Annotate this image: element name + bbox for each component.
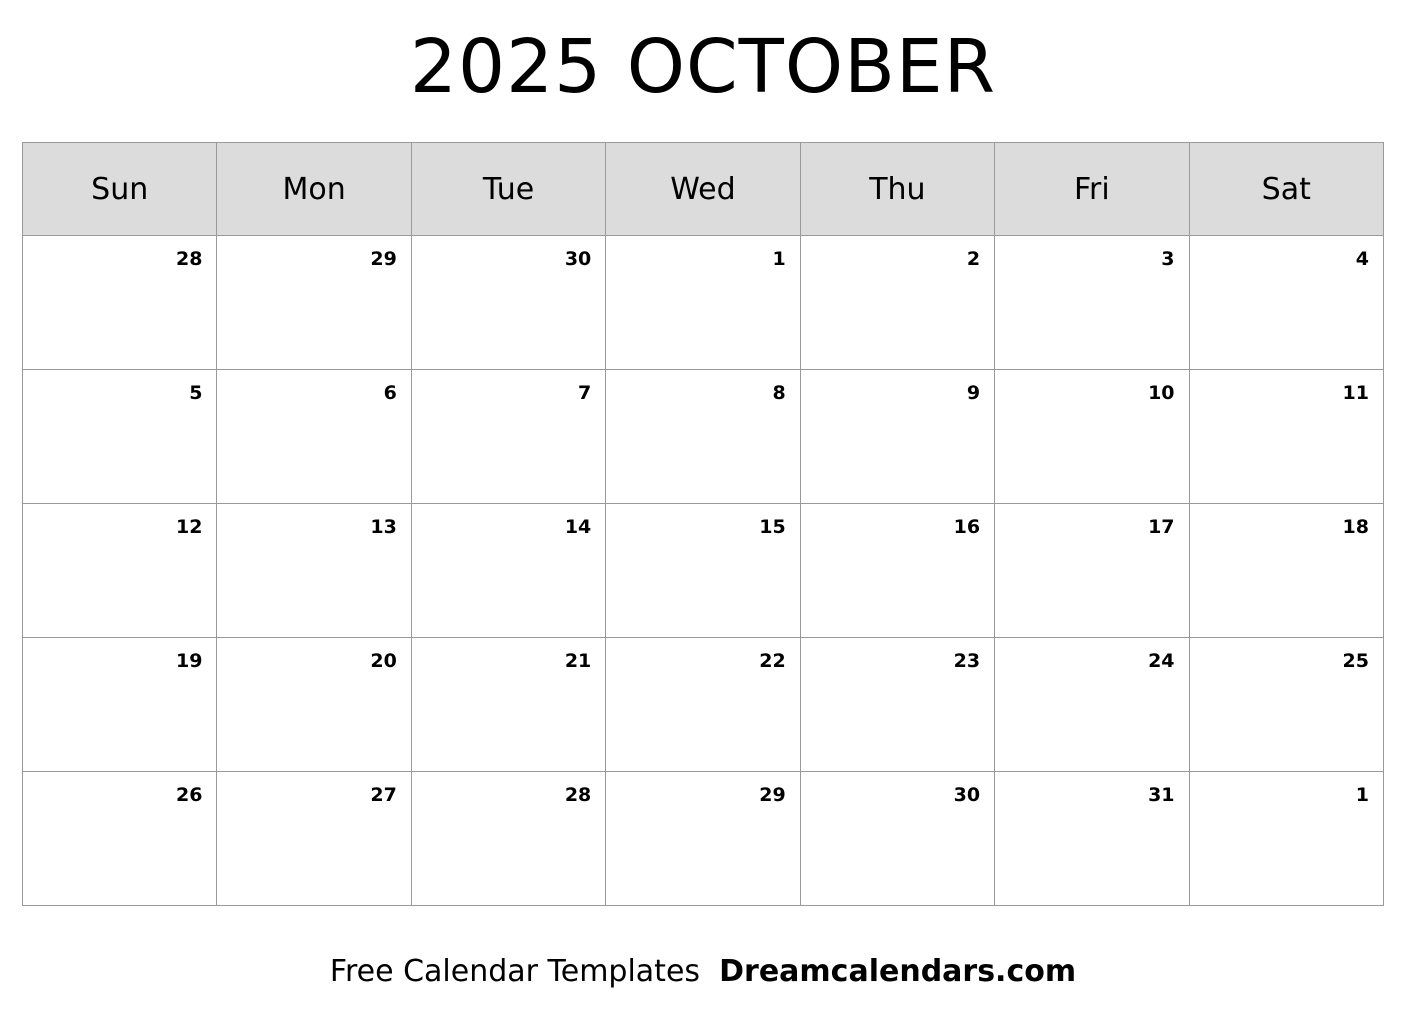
day-cell[interactable]: 14 xyxy=(411,504,605,638)
calendar-grid xyxy=(22,142,1384,906)
footer-spacer xyxy=(710,954,720,989)
day-cell[interactable]: 24 xyxy=(995,638,1189,772)
day-cell[interactable]: 29 xyxy=(606,772,800,906)
day-cell[interactable]: 10 xyxy=(995,370,1189,504)
day-cell[interactable]: 25 xyxy=(1189,638,1383,772)
day-cell[interactable]: 1 xyxy=(1189,772,1383,906)
day-cell[interactable]: 2 xyxy=(800,236,994,370)
day-cell[interactable]: 20 xyxy=(217,638,411,772)
day-cell[interactable]: 3 xyxy=(995,236,1189,370)
footer-brand[interactable]: Dreamcalendars.com xyxy=(719,954,1077,989)
weekday-header-row xyxy=(23,143,1384,236)
weekday-header-tue: Tue xyxy=(411,143,605,236)
calendar-week-row xyxy=(23,638,1384,772)
day-cell[interactable]: 18 xyxy=(1189,504,1383,638)
page-title: 2025 OCTOBER xyxy=(409,24,997,110)
day-cell[interactable]: 11 xyxy=(1189,370,1383,504)
day-cell[interactable]: 9 xyxy=(800,370,994,504)
day-cell[interactable]: 30 xyxy=(411,236,605,370)
day-cell[interactable]: 7 xyxy=(411,370,605,504)
day-cell[interactable]: 21 xyxy=(411,638,605,772)
day-cell[interactable]: 19 xyxy=(23,638,217,772)
day-cell[interactable]: 8 xyxy=(606,370,800,504)
day-cell[interactable]: 6 xyxy=(217,370,411,504)
footer xyxy=(0,952,1406,992)
day-cell[interactable]: 1 xyxy=(606,236,800,370)
weekday-header-thu: Thu xyxy=(800,143,994,236)
weekday-header-sat: Sat xyxy=(1189,143,1383,236)
day-cell[interactable]: 12 xyxy=(23,504,217,638)
day-cell[interactable]: 4 xyxy=(1189,236,1383,370)
day-cell[interactable]: 30 xyxy=(800,772,994,906)
day-cell[interactable]: 28 xyxy=(23,236,217,370)
day-cell[interactable]: 15 xyxy=(606,504,800,638)
day-cell[interactable]: 16 xyxy=(800,504,994,638)
day-cell[interactable]: 17 xyxy=(995,504,1189,638)
day-cell[interactable]: 31 xyxy=(995,772,1189,906)
weekday-header-sun: Sun xyxy=(23,143,217,236)
footer-tagline: Free Calendar Templates xyxy=(329,954,701,989)
day-cell[interactable]: 29 xyxy=(217,236,411,370)
day-cell[interactable]: 26 xyxy=(23,772,217,906)
day-cell[interactable]: 13 xyxy=(217,504,411,638)
day-cell[interactable]: 27 xyxy=(217,772,411,906)
day-cell[interactable]: 28 xyxy=(411,772,605,906)
calendar-week-row xyxy=(23,370,1384,504)
day-cell[interactable]: 5 xyxy=(23,370,217,504)
calendar-week-row xyxy=(23,772,1384,906)
weekday-header-wed: Wed xyxy=(606,143,800,236)
calendar-week-row xyxy=(23,504,1384,638)
weekday-header-fri: Fri xyxy=(995,143,1189,236)
day-cell[interactable]: 22 xyxy=(606,638,800,772)
day-cell[interactable]: 23 xyxy=(800,638,994,772)
calendar-week-row xyxy=(23,236,1384,370)
weekday-header-mon: Mon xyxy=(217,143,411,236)
